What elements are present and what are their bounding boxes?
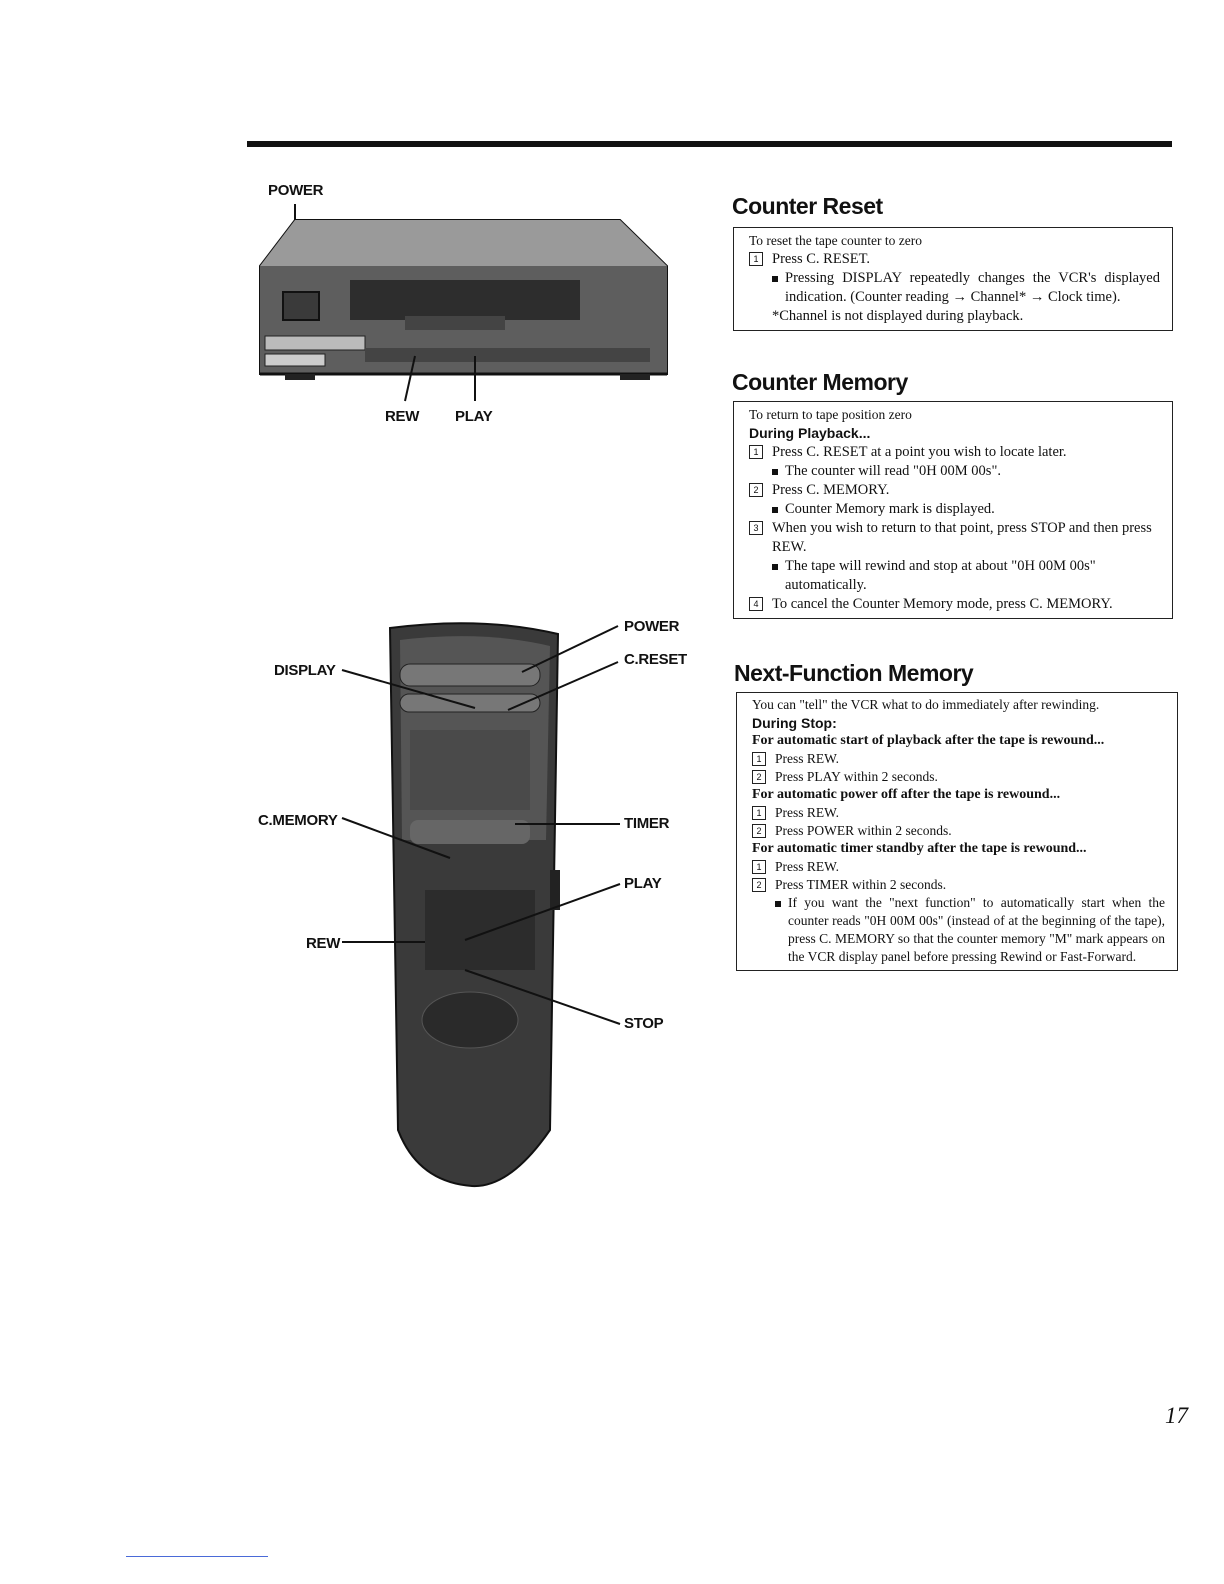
- counter-memory-intro: To return to tape position zero: [749, 407, 912, 422]
- next-function-head-3: For automatic timer standby after the tape is rewound...: [752, 841, 1087, 856]
- counter-reset-intro: To reset the tape counter to zero: [749, 233, 922, 248]
- top-rule: [247, 141, 1172, 147]
- counter-memory-step-2-bullet: [749, 500, 1160, 519]
- bullet-icon: [772, 276, 778, 282]
- next-function-h1-step-1: [752, 750, 1165, 768]
- vcr-play-label: PLAY: [455, 408, 493, 425]
- step-text: Press C. RESET.: [772, 251, 871, 267]
- counter-reset-box: [733, 227, 1173, 331]
- vcr-rew-label: REW: [385, 408, 420, 425]
- bullet-text: Counter Memory mark is displayed.: [785, 501, 995, 517]
- step-number: 2: [752, 878, 766, 892]
- step-number: 1: [749, 252, 763, 266]
- step-number: 1: [752, 806, 766, 820]
- bullet-text: Pressing DISPLAY repeatedly changes the VCR's displayed indication. (Counter reading → Channel* → Clock time).: [785, 270, 1160, 305]
- step-text: Press C. MEMORY.: [772, 482, 890, 498]
- step-number: 4: [749, 597, 763, 611]
- next-function-h3-step-2: [752, 876, 1165, 894]
- bullet-text: If you want the "next function" to automatically start when the counter reads "0H 00M 00s" (instead of at the beginning of the tape), press C. MEMORY so that the counter memory "M" mark appears on the VCR display panel before pressing Rewind or Fast-Forward.: [788, 895, 1165, 964]
- step-text: Press C. RESET at a point you wish to locate later.: [772, 444, 1067, 460]
- remote-power-label: POWER: [624, 618, 680, 635]
- bullet-text: The counter will read "0H 00M 00s".: [785, 463, 1001, 479]
- counter-reset-bullet: [749, 269, 1160, 307]
- vcr-power-label: POWER: [268, 182, 324, 199]
- counter-reset-heading: Counter Reset: [732, 193, 883, 219]
- step-number: 2: [752, 770, 766, 784]
- step-number: 1: [752, 752, 766, 766]
- bullet-icon: [772, 507, 778, 513]
- next-function-box: [736, 692, 1178, 971]
- step-number: 2: [752, 824, 766, 838]
- counter-memory-step-1-bullet: [749, 462, 1160, 481]
- counter-memory-step-3-bullet: [749, 557, 1160, 595]
- step-number: 1: [749, 445, 763, 459]
- counter-memory-step-4: [749, 595, 1160, 614]
- counter-memory-step-2: [749, 481, 1160, 500]
- step-text: Press REW.: [775, 805, 840, 820]
- counter-memory-box: [733, 401, 1173, 619]
- counter-memory-step-1: [749, 443, 1160, 462]
- step-text: Press PLAY within 2 seconds.: [775, 769, 938, 784]
- counter-memory-step-3: [749, 519, 1160, 557]
- bullet-icon: [772, 564, 778, 570]
- vcr-illustration: [255, 196, 675, 426]
- step-number: 1: [752, 860, 766, 874]
- step-text: Press TIMER within 2 seconds.: [775, 877, 947, 892]
- step-text: When you wish to return to that point, press STOP and then press REW.: [772, 520, 1152, 555]
- remote-cmemory-label: C.MEMORY: [258, 812, 338, 829]
- remote-timer-label: TIMER: [624, 815, 670, 832]
- next-function-bullet: [752, 894, 1165, 966]
- counter-reset-step-1: [749, 250, 1160, 269]
- step-number: 3: [749, 521, 763, 535]
- counter-memory-subhead: During Playback...: [749, 425, 871, 441]
- remote-display-label: DISPLAY: [274, 662, 336, 679]
- remote-rew-label: REW: [306, 935, 341, 952]
- step-text: Press POWER within 2 seconds.: [775, 823, 952, 838]
- page-number: 17: [1165, 1403, 1188, 1428]
- remote-stop-label: STOP: [624, 1015, 664, 1032]
- step-text: To cancel the Counter Memory mode, press C. MEMORY.: [772, 596, 1113, 612]
- counter-memory-heading: Counter Memory: [732, 369, 908, 395]
- remote-creset-label: C.RESET: [624, 651, 687, 668]
- remote-play-label: PLAY: [624, 875, 662, 892]
- next-function-h1-step-2: [752, 768, 1165, 786]
- next-function-head-2: For automatic power off after the tape is rewound...: [752, 787, 1061, 802]
- footer-line: [126, 1556, 268, 1557]
- counter-reset-note: *Channel is not displayed during playback.: [772, 308, 1024, 324]
- next-function-intro: You can "tell" the VCR what to do immediately after rewinding.: [752, 697, 1100, 712]
- bullet-text: The tape will rewind and stop at about "0H 00M 00s" automatically.: [785, 558, 1096, 593]
- bullet-icon: [775, 901, 781, 907]
- remote-illustration: [250, 600, 710, 1190]
- next-function-head-1: For automatic start of playback after the tape is rewound...: [752, 733, 1105, 748]
- step-text: Press REW.: [775, 859, 840, 874]
- next-function-h3-step-1: [752, 858, 1165, 876]
- next-function-h2-step-1: [752, 804, 1165, 822]
- step-text: Press REW.: [775, 751, 840, 766]
- bullet-icon: [772, 469, 778, 475]
- next-function-h2-step-2: [752, 822, 1165, 840]
- next-function-heading: Next-Function Memory: [734, 660, 974, 686]
- next-function-subhead: During Stop:: [752, 715, 837, 731]
- step-number: 2: [749, 483, 763, 497]
